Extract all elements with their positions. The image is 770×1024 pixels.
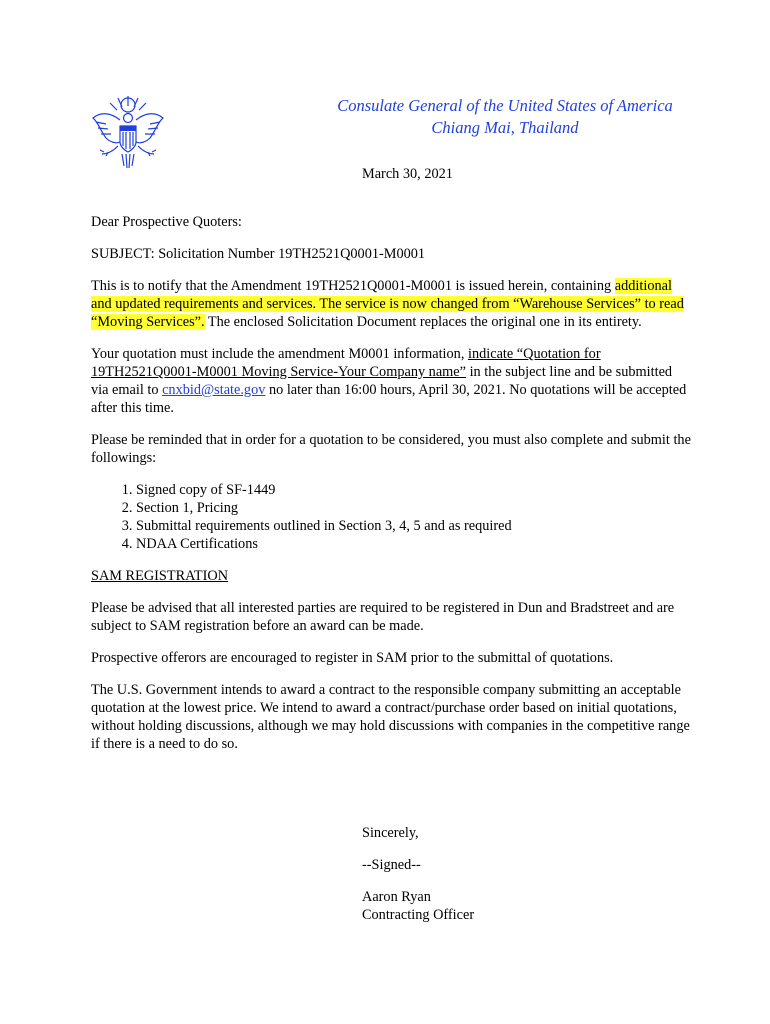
letterhead-org-name: Consulate General of the United States of America [337, 96, 673, 115]
closing-signed: --Signed-- [362, 857, 421, 873]
signer-title: Contracting Officer [362, 907, 475, 923]
letter-date: March 30, 2021 [362, 166, 453, 182]
paragraph-sam: Please be advised that all interested parties are required to be registered in Dun and Bradstreet and are subject to SAM registration before an award can be made. [91, 600, 675, 634]
letter-body [91, 213, 691, 767]
paragraph-amendment-text-end: The enclosed Solicitation Document replaces the original one in its entirety. [204, 314, 642, 330]
paragraph-submission-text: Your quotation must include the amendment M0001 information, [91, 346, 468, 362]
salutation: Dear Prospective Quoters: [91, 214, 242, 230]
email-link[interactable]: cnxbid@state.gov [162, 382, 266, 398]
list-item: 4. NDAA Certifications [136, 535, 691, 553]
signer-name: Aaron Ryan [362, 889, 431, 905]
paragraph-amendment [91, 277, 691, 331]
subject-line: SUBJECT: Solicitation Number 19TH2521Q0001-M0001 [91, 246, 426, 262]
closing-sincerely: Sincerely, [362, 825, 419, 841]
letterhead [300, 95, 710, 138]
paragraph-submission-text-end: no later than 16:00 hours, April 30, 2021. No quotations will be accepted after this time. [91, 382, 687, 416]
highlighted-text: additional and updated requirements and services. The service is now changed from “Warehouse Services” to read “Moving Services”. [91, 278, 684, 330]
letterhead-location: Chiang Mai, Thailand [431, 117, 579, 137]
letter-closing [362, 824, 474, 924]
paragraph-reminder: Please be reminded that in order for a quotation to be considered, you must also complete and submit the followings: [91, 432, 691, 466]
underlined-instruction: indicate “Quotation for 19TH2521Q0001-M0001 Moving Service-Your Company name” [91, 346, 601, 380]
us-great-seal-eagle-icon [90, 94, 166, 174]
paragraph-submission [91, 345, 691, 417]
list-item: 3. Submittal requirements outlined in Section 3, 4, 5 and as required [136, 517, 691, 535]
list-item: 2. Section 1, Pricing [136, 499, 691, 517]
paragraph-encourage: Prospective offerors are encouraged to register in SAM prior to the submittal of quotations. [91, 650, 614, 666]
list-item: 1. Signed copy of SF-1449 [136, 481, 691, 499]
paragraph-award: The U.S. Government intends to award a contract to the responsible company submitting an acceptable quotation at the lowest price. We intend to award a contract/purchase order based on initial quotations, without holding discussions, although we may hold discussions with companies in the competitive range if there is a need to do so. [91, 682, 690, 752]
paragraph-amendment-text: This is to notify that the Amendment 19TH2521Q0001-M0001 is issued herein, containing [91, 278, 615, 294]
sam-heading: SAM REGISTRATION [91, 568, 229, 584]
paragraph-submission-text-mid: in the subject line and be submitted via email to [91, 364, 673, 398]
requirements-list [91, 481, 691, 553]
